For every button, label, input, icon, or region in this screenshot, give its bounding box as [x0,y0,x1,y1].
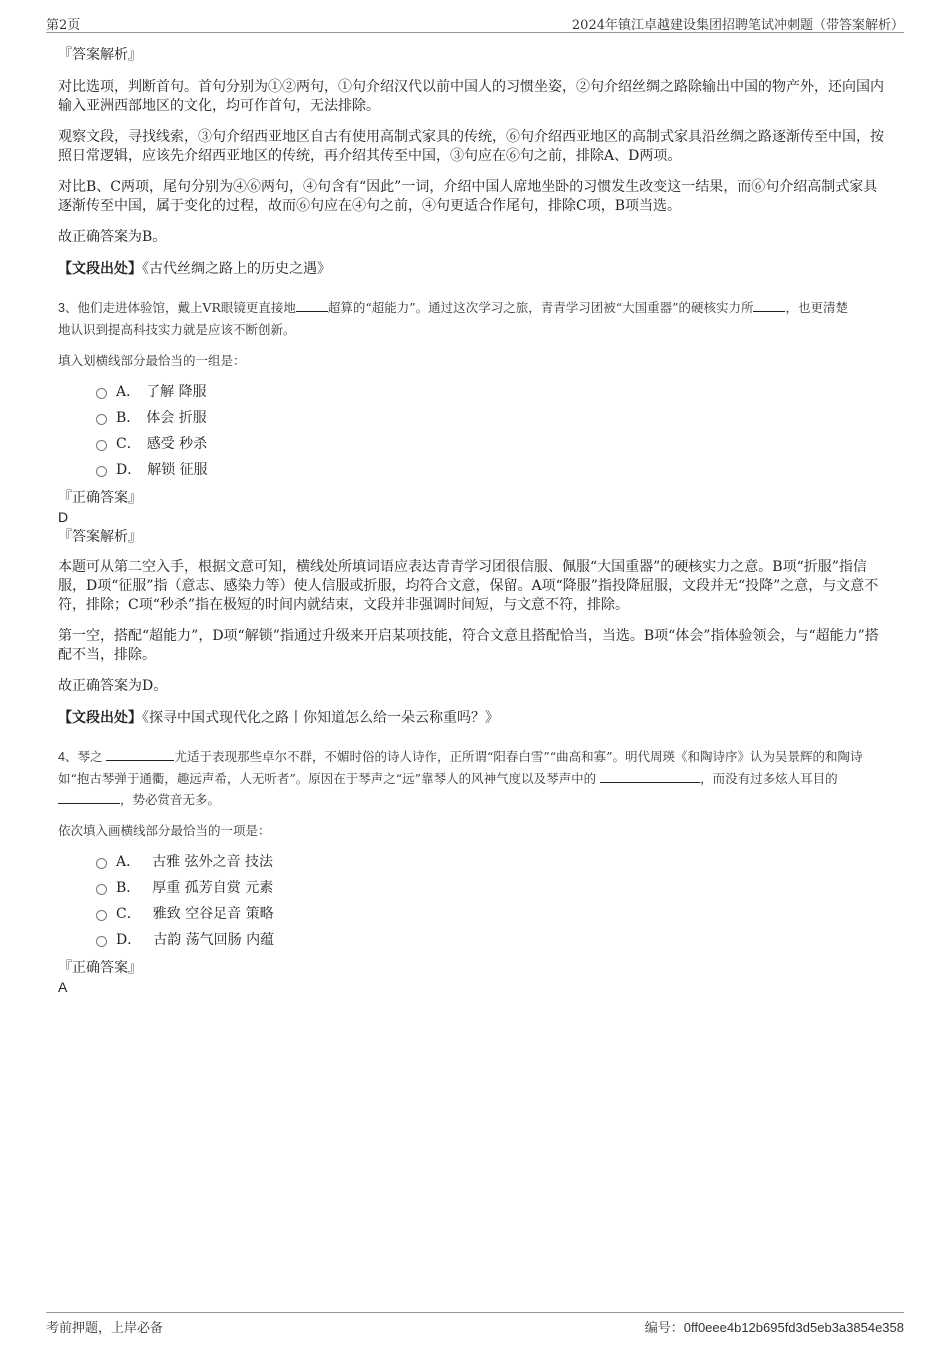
analysis-paragraph: 对比选项，判断首句。首句分别为①②两句，①句介绍汉代以前中国人的习惯坐姿，②句介绍丝绸之路除输出中国的物产外，还向国内输入亚洲西部地区的文化，均可作首句，无法排除。 [58,79,884,114]
document-id: 编号：0ff0eee4b12b695fd3d5eb3a3854e358 [644,1320,904,1335]
correct-answer-label: 『正确答案』 [58,960,142,976]
question-3-text: 3、他们走进体验馆，戴上VR眼镜更直接地 超算的“超能力”。通过这次学习之旅，青青学习团被“大国重器”的硬核实力所 ，也更清楚 地认识到提高科技实力就是应该不断创新。 [58,300,848,337]
radio-icon[interactable] [96,388,107,399]
correct-answer-label: 『正确答案』 [58,490,142,506]
radio-icon[interactable] [96,414,107,425]
correct-answer: A [58,979,68,995]
option-a[interactable]: A． 了解 降服 [96,379,886,405]
question-prompt: 填入划横线部分最恰当的一组是： [58,353,246,368]
page-footer [46,1312,904,1335]
analysis-paragraph: 对比B、C两项，尾句分别为④⑥两句，④句含有“因此”一词，介绍中国人席地坐卧的习惯发生改变这一结果，而⑥句介绍高制式家具逐渐传至中国，属于变化的过程，故而⑥句应在④句之前，④句更适合作尾句，排除C项，B项当选。 [58,179,878,214]
question-4-text: 4、琴之 尤适于表现那些卓尔不群，不媚时俗的诗人诗作，正所谓“阳春白雪”“曲高和寡”。明代周瑛《和陶诗序》认为吴景辉的和陶诗如“抱古琴弹于通衢，趣远声希，人无听者”。原因在于琴声之“远”靠琴人的风神气度以及琴声中的 ，而没有过多炫人耳目的 ，势必赏音无多。 [58,749,863,807]
option-d[interactable]: D． 古韵 荡气回肠 内蕴 [96,927,886,953]
blank-line [600,770,700,783]
options-list [58,849,886,953]
analysis-paragraph: 第一空，搭配“超能力”，D项“解锁”指通过升级来开启某项技能，符合文意且搭配恰当，当选。B项“体会”指体验领会，与“超能力”搭配不当，排除。 [58,628,879,663]
question-number: 4、 [58,750,78,764]
question-number: 3、 [58,301,78,315]
radio-icon[interactable] [96,910,107,921]
option-d[interactable]: D． 解锁 征服 [96,457,886,483]
conclusion: 故正确答案为D。 [58,678,168,694]
option-b[interactable]: B． 体会 折服 [96,405,886,431]
page-header [46,12,904,33]
radio-icon[interactable] [96,884,107,895]
analysis-paragraph: 观察文段，寻找线索，③句介绍西亚地区自古有使用高制式家具的传统，⑥句介绍西亚地区的高制式家具沿丝绸之路逐渐传至中国，按照日常逻辑，应该先介绍西亚地区的传统，再介绍其传至中国，③句应在⑥句之前，排除A、D两项。 [58,129,884,164]
radio-icon[interactable] [96,858,107,869]
radio-icon[interactable] [96,466,107,477]
document-title: 2024年镇江卓越建设集团招聘笔试冲刺题（带答案解析） [571,18,904,33]
source-label: 【文段出处】 [58,261,142,277]
correct-answer: D [58,509,69,525]
blank-line [296,299,328,312]
question-prompt: 依次填入画横线部分最恰当的一项是： [58,823,271,838]
blank-line [753,299,785,312]
option-b[interactable]: B． 厚重 孤芳自赏 元素 [96,875,886,901]
page-number: 第2页 [46,18,81,33]
conclusion: 故正确答案为B。 [58,229,167,245]
option-c[interactable]: C． 感受 秒杀 [96,431,886,457]
analysis-label: 『答案解析』 [58,47,142,63]
radio-icon[interactable] [96,440,107,451]
source-line [58,708,886,728]
source-label: 【文段出处】 [58,710,142,726]
options-list [58,379,886,483]
page-content [58,44,886,996]
blank-line [106,748,174,761]
source-title: 《古代丝绸之路上的历史之遇》 [142,261,331,277]
option-a[interactable]: A． 古雅 弦外之音 技法 [96,849,886,875]
option-c[interactable]: C． 雅致 空谷足音 策略 [96,901,886,927]
radio-icon[interactable] [96,936,107,947]
source-title: 《探寻中国式现代化之路丨你知道怎么给一朵云称重吗？》 [142,710,499,726]
footer-slogan: 考前押题，上岸必备 [46,1321,164,1336]
blank-line [58,791,120,804]
analysis-label: 『答案解析』 [58,529,142,545]
source-line [58,259,886,279]
analysis-paragraph: 本题可从第二空入手，根据文意可知，横线处所填词语应表达青青学习团很信服、佩服“大国重器”的硬核实力之意。B项“折服”指信服，D项“征服”指（意志、感染力等）使人信服或折服，均符合文意，保留。A项“降服”指投降屈服，文段并无“投降”之意，与文意不符，排除；C项“秒杀”指在极短的时间内就结束，文段并非强调时间短，与文意不符，排除。 [58,559,879,613]
